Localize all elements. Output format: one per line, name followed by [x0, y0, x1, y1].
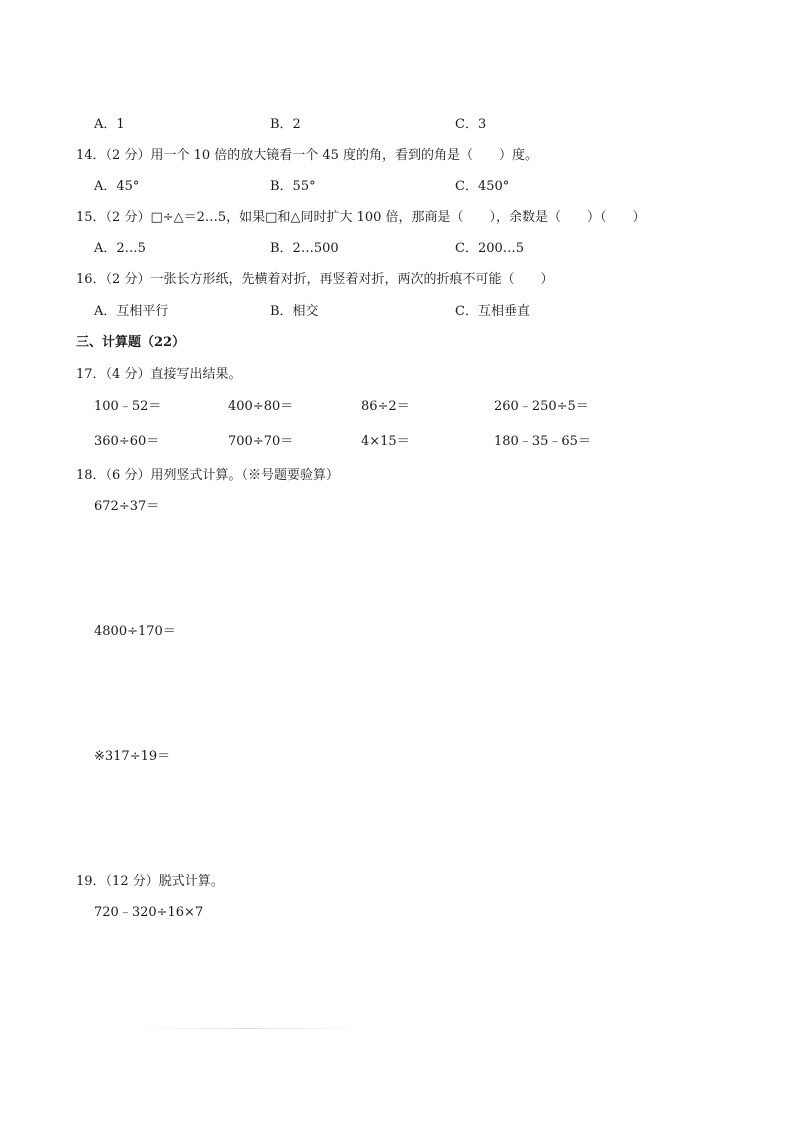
q16-stem: 16．（2 分）一张长方形纸，先横着对折，再竖着对折，两次的折痕不可能（ ）	[76, 272, 554, 287]
q13-option-c: C．3	[455, 117, 487, 132]
q17-item: 100﹣52＝	[94, 399, 162, 414]
q17-item: 700÷70＝	[228, 434, 294, 449]
q15-option-c: C．200…5	[455, 241, 525, 256]
q19-problem: 720﹣320÷16×7	[94, 905, 204, 920]
q16-option-c: C．互相垂直	[455, 304, 530, 319]
q17-item: 4×15＝	[361, 434, 410, 449]
q16-option-b: B．相交	[270, 304, 319, 319]
q14-stem: 14．（2 分）用一个 10 倍的放大镜看一个 45 度的角，看到的角是（ ）度。	[76, 148, 539, 163]
q13-option-a: A．1	[94, 117, 125, 132]
q13-option-b: B．2	[270, 117, 301, 132]
q14-option-b: B．55°	[270, 179, 316, 194]
q17-item: 360÷60＝	[94, 434, 160, 449]
q18-problem: ※317÷19＝	[94, 749, 171, 764]
q15-option-b: B．2…500	[270, 241, 339, 256]
q18-stem: 18．（6 分）用列竖式计算。（※号题要验算）	[76, 468, 339, 483]
q17-item: 400÷80＝	[228, 399, 294, 414]
q18-problem: 672÷37＝	[94, 499, 160, 514]
q15-option-a: A．2…5	[94, 241, 146, 256]
q15-stem: 15．（2 分）□÷△＝2…5，如果□和△同时扩大 100 倍，那商是（ ），余数是（ ）（ ）	[76, 210, 646, 225]
section-title-calculation: 三、计算题（22）	[76, 335, 186, 350]
q14-option-a: A．45°	[94, 179, 140, 194]
page-divider	[140, 1028, 360, 1029]
q17-item: 180﹣35﹣65＝	[494, 434, 591, 449]
q14-option-c: C．450°	[455, 179, 510, 194]
q17-item: 260﹣250÷5＝	[494, 399, 589, 414]
q16-option-a: A．互相平行	[94, 304, 169, 319]
q17-item: 86÷2＝	[361, 399, 410, 414]
q18-problem: 4800÷170＝	[94, 624, 176, 639]
q17-stem: 17．（4 分）直接写出结果。	[76, 367, 242, 382]
q19-stem: 19．（12 分）脱式计算。	[76, 874, 224, 889]
